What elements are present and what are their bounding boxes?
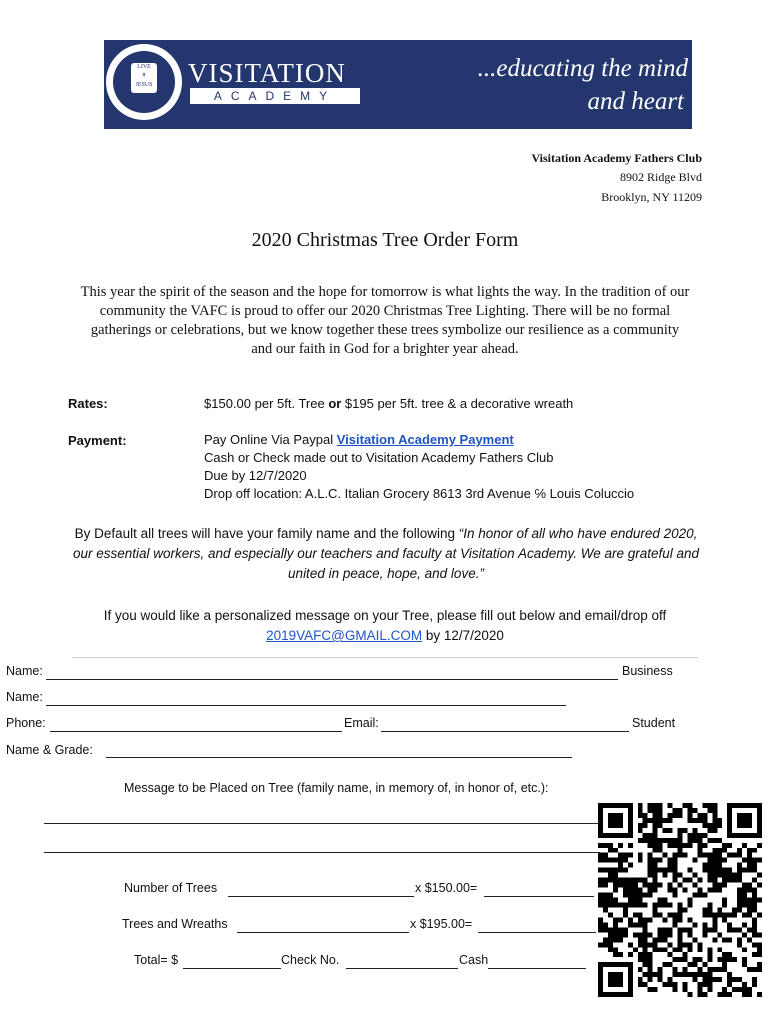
rates-label: Rates: [68, 396, 108, 411]
payment-details: Pay Online Via Paypal Visitation Academy Payment Cash or Check made out to Visitation Academy Fathers Club Due by 12/7/2020 Drop off location: A.L.C. Italian Grocery 8613 3rd Avenue ℅ Louis Coluccio [204, 432, 635, 501]
total-label: Total= $ [134, 953, 179, 967]
brand-name: VISITATION [188, 58, 346, 88]
name-grade-label: Name & Grade: [6, 743, 93, 757]
club-street: 8902 Ridge Blvd [619, 170, 702, 184]
num-trees-input[interactable] [228, 896, 414, 897]
personalized-instructions: If you would like a personalized message on your Tree, please fill out below and email/drop off 2019VAFC@GMAIL.COM by 12/7/2020 [103, 608, 667, 643]
rates-text: $150.00 per 5ft. Tree or $195 per 5ft. tree & a decorative wreath [204, 396, 574, 411]
seal-book-icon: LIVE ✝ JESUS [131, 63, 157, 93]
brand-sub: ACADEMY [213, 89, 337, 103]
intro-paragraph: This year the spirit of the season and the hope for tomorrow is what lights the way. In the tradition of our community the VAFC is proud to offer our 2020 Christmas Tree Lighting. There will be no formal gatherings or celebrations, but we know together these trees symbolize our resilience as a community and our faith in God for a brighter year ahead. [80, 284, 690, 357]
club-city: Brooklyn, NY 11209 [601, 190, 702, 204]
email-link[interactable]: 2019VAFC@GMAIL.COM [266, 628, 423, 643]
check-no-label: Check No. [281, 953, 340, 967]
club-name: Visitation Academy Fathers Club [531, 151, 702, 165]
payment-dropoff: Drop off location: A.L.C. Italian Grocery 8613 3rd Avenue ℅ Louis Coluccio [204, 486, 635, 501]
name-label-2: Name: [6, 690, 43, 704]
message-input-line-1[interactable] [44, 823, 600, 824]
check-no-input[interactable] [346, 968, 458, 969]
payment-due: Due by 12/7/2020 [204, 468, 307, 483]
name-input-2[interactable] [46, 705, 566, 706]
cash-label: Cash [459, 953, 489, 967]
divider [72, 657, 698, 658]
trees-subtotal-input[interactable] [484, 896, 594, 897]
tagline-line-1: ...educating the mind [477, 55, 688, 82]
qr-code-icon[interactable] [598, 803, 762, 997]
name-grade-input[interactable] [106, 757, 572, 758]
cash-input[interactable] [488, 968, 586, 969]
message-input-line-2[interactable] [44, 852, 600, 853]
payment-check: Cash or Check made out to Visitation Academy Fathers Club [204, 450, 554, 465]
paypal-payment-link[interactable]: Visitation Academy Payment [336, 432, 514, 447]
phone-input[interactable] [50, 731, 342, 732]
name-label-1: Name: [6, 664, 43, 678]
price-150-label: x $150.00= [415, 881, 478, 895]
total-input[interactable] [183, 968, 281, 969]
email-label: Email: [344, 716, 379, 730]
email-input[interactable] [381, 731, 629, 732]
student-label: Student [632, 716, 676, 730]
wreaths-subtotal-input[interactable] [478, 932, 596, 933]
trees-wreaths-input[interactable] [237, 932, 409, 933]
business-label: Business [622, 664, 673, 678]
phone-label: Phone: [6, 716, 46, 730]
message-prompt: Message to be Placed on Tree (family name, in memory of, in honor of, etc.): [124, 781, 549, 795]
tagline-line-2: and heart [587, 88, 684, 115]
num-trees-label: Number of Trees [124, 881, 218, 895]
default-message: By Default all trees will have your family name and the following “In honor of all who have endured 2020, our essential workers, and especially our teachers and faculty at Visitation Academy. We are grateful and united in peace, hope, and love.” [72, 526, 700, 581]
page-title: 2020 Christmas Tree Order Form [251, 229, 519, 251]
trees-wreaths-label: Trees and Wreaths [122, 917, 228, 931]
price-195-label: x $195.00= [410, 917, 473, 931]
payment-label: Payment: [68, 433, 127, 448]
name-input-1[interactable] [46, 679, 618, 680]
